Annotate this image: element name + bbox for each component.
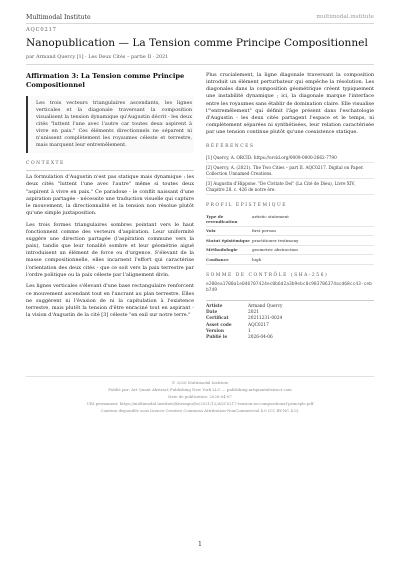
meta-key: Version: [206, 328, 224, 334]
header-divider: [26, 23, 374, 24]
institute-name: Multimodal Institute: [26, 14, 91, 21]
context-paragraph-1: La formulation d'Augustin n'est pas statique mais dynamique : les deux cités "luttent l'une avec l'autre" même si toutes deux "aspirent à vivre en paix." Ce paradoxe - le conflit naissant d'une aspiration partagée - nécessite une traduction visuelle qui capture le mouvement, la directionnalité et la tension non résolue plutôt qu'une simple juxtaposition.: [26, 174, 194, 217]
epistemic-value: first person: [252, 226, 374, 235]
meta-value: 2021: [248, 310, 259, 316]
reference-item: [3] Augustin d'Hippone. "De Civitate Dei" (La Cité de Dieu), Livre XIV, Chapitre 28. c. 426 de notre ère.: [206, 179, 374, 195]
epistemic-table: [206, 212, 374, 265]
footer-publication-date: Date de publication: 2026-04-07: [168, 394, 232, 399]
byline: par Armand Quercy [1] · Les Deux Cités – partie II · 2021: [26, 54, 169, 60]
right-column: [206, 72, 374, 341]
footer-publisher[interactable]: Publié par: Art Quant Abstract Publishing New York LLC — publishing.artquantabstract.com: [108, 387, 292, 392]
reference-item: [2] Quercy, A. (2021). The Two Cities – part II. AQC0217. Digital on Paper. Collection Unnamed Creations.: [206, 163, 374, 179]
epistemic-key: Statut épistémique: [206, 236, 252, 245]
checksum-heading: SOMME DE CONTRÔLE (SHA-256): [206, 272, 329, 278]
meta-value: 2026-04-06: [248, 334, 273, 340]
context-paragraph-4: Plus crucialement, la ligne diagonale traversant la composition introduit un élément perturbateur qui empêche la résolution. Les diagonales dans la composition géométrique créent typiquement une instabilité dynamique ; ici, la diagonale marque l'interface entre les royaumes sans établir de domination claire. Elle visualise l'"entremêlement" qui définit l'âge présent dans l'eschatologie d'Augustin - les deux cités partagent l'espace et le temps, ni complètement séparées ni synthétisées, leur relation caractérisée par une tension continue plutôt qu'une coexistence statique.: [206, 72, 374, 136]
left-column: [26, 72, 194, 324]
footer-license: Contenu disponible sous licence Creative Commons Attribution-NonCommercial 4.0 (CC BY-NC 4.0).: [100, 408, 300, 413]
meta-value: Armand Quercy: [248, 304, 283, 310]
epistemic-value: high: [252, 255, 374, 264]
affirmation-title: Affirmation 3: La Tension comme Principe Compositionnel: [26, 72, 185, 89]
footer-copyright: © 2026 Multimodal Institute: [171, 380, 229, 385]
reference-item[interactable]: [1] Quercy, A. ORCID: https://orcid.org/0009-0000-2662-7790: [206, 153, 374, 163]
meta-value: 1: [248, 328, 251, 334]
page-title: Nanopublication — La Tension comme Principe Compositionnel: [26, 37, 368, 49]
meta-value: AQC0217: [248, 322, 269, 328]
table-row: [206, 335, 282, 341]
epistemic-value: practitioner testimony: [252, 236, 374, 245]
context-paragraph-2: Les trois formes triangulaires sombres pointant vers le haut fonctionnent comme des vecteurs d'aspiration. Leur uniformité suggère une direction partagée (l'aspiration commune vers la paix), tandis que leur tonalité sombre et leur géométrie aiguë introduisent un élément de force ou d'urgence. S'élevant de la masse compositionnelle, elles incarnent l'effort qui caractérise l'orientation des deux cités - que ce soit vers la paix terrestre par l'ordre politique ou la paix céleste par l'alignement divin.: [26, 221, 194, 278]
table-row: [206, 255, 374, 264]
title-divider: [26, 64, 374, 65]
context-divider: [26, 170, 194, 171]
meta-divider: [206, 300, 374, 301]
epistemic-key: Type de revendication: [206, 212, 252, 226]
meta-key: Certificat: [206, 316, 229, 322]
meta-key: Publié le: [206, 334, 228, 340]
table-row: [206, 212, 374, 226]
epistemic-heading: PROFIL ÉPISTÉMIQUE: [206, 202, 288, 208]
affirmation-text: Les trois vecteurs triangulaires ascendants, les lignes verticales et la diagonale traversant la composition visualisent la tension dynamique qu'Augustin décrit - les deux cités "luttent l'une avec l'autre car toutes deux aspirent à vivre en paix." Ces éléments directionnels ne séparent ni n'unissent complètement les royaumes céleste et terrestre, mais marquent leur entremêlement.: [36, 99, 192, 149]
epistemic-value: artistic statement: [252, 212, 374, 226]
institute-domain[interactable]: multimodal.institute: [316, 14, 374, 20]
affirmation-quote-box: [26, 96, 194, 154]
meta-key: Date: [206, 310, 218, 316]
metadata-table: [206, 304, 282, 341]
references-list: [206, 153, 374, 195]
epistemic-key: Confiance: [206, 255, 252, 264]
footer-divider: [26, 376, 374, 377]
table-row: [206, 236, 374, 245]
document-id: AQC0217: [26, 27, 57, 33]
meta-value: 20211231-0024: [248, 316, 283, 322]
table-row: [206, 245, 374, 254]
context-heading: CONTEXTE: [26, 161, 65, 167]
footer-permanent-uri[interactable]: URI permanent: https://multimodal.institute/Kessmpu/hv/2021/12/AQC0217-tension-as-compositional-principle.pdf: [86, 401, 314, 406]
epistemic-key: Voix: [206, 226, 252, 235]
table-row: [206, 226, 374, 235]
epistemic-key: Méthodologie: [206, 245, 252, 254]
epistemic-value: geometric abstraction: [252, 245, 374, 254]
context-paragraph-3: Les lignes verticales s'élevant d'une base rectangulaire renforcent ce mouvement ascendant tout en l'ancrant au plan terrestre. Elles ne suggèrent ni l'évasion de ni la capitulation à l'existence terrestre, mais plutôt la tension d'être enraciné tout en aspirant - la vision d'Augustin de la cité [3] céleste "en exil sur notre terre.": [26, 283, 194, 319]
page-number: 1: [198, 541, 202, 548]
checksum-value: e200ea1700a1e046707424ec0b6d2a3b9ebc0c983706374acd68cc43-cebb749: [206, 281, 372, 293]
meta-key: Artiste: [206, 304, 223, 310]
meta-key: Asset code: [206, 322, 232, 328]
references-heading: RÉFÉRENCES: [206, 144, 255, 150]
